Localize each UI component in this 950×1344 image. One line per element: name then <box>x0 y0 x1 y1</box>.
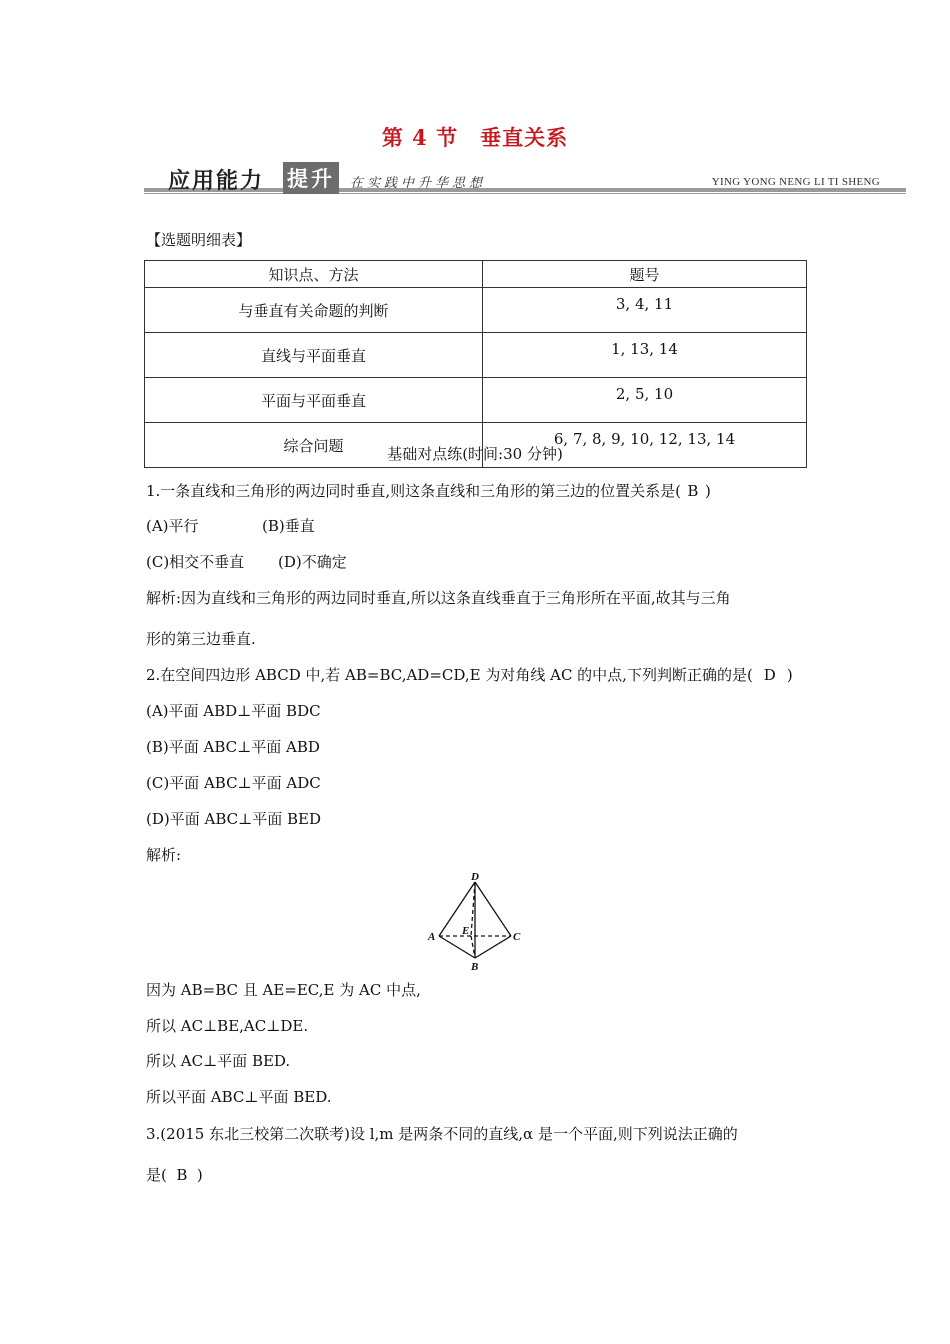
q1-option-b: (B)垂直 <box>262 517 315 535</box>
question-topic-table <box>144 260 807 468</box>
table-cell-nums: 3, 4, 11 <box>483 288 807 333</box>
table-cell-nums: 6, 7, 8, 9, 10, 12, 13, 14 <box>483 423 807 468</box>
label-c: C <box>513 931 521 943</box>
q2-step-2: 所以 AC⊥BE,AC⊥DE. <box>146 1017 309 1035</box>
table-cell-topic: 与垂直有关命题的判断 <box>145 288 483 333</box>
table-row <box>145 333 807 378</box>
table-header-nums: 题号 <box>483 261 807 288</box>
label-e: E <box>462 925 470 937</box>
q3-stem-2: 是( <box>146 1166 167 1184</box>
q2-option-b: (B)平面 ABC⊥平面 ABD <box>146 738 320 756</box>
edge-da <box>439 882 475 936</box>
table-header-row <box>145 261 807 288</box>
q1-option-c: (C)相交不垂直 <box>146 553 245 571</box>
label-b: B <box>471 961 479 973</box>
q1-answer: B <box>687 482 699 500</box>
table-row <box>145 378 807 423</box>
section-banner <box>144 160 906 196</box>
table-cell-nums: 2, 5, 10 <box>483 378 807 423</box>
q2-option-c: (C)平面 ABC⊥平面 ADC <box>146 774 321 792</box>
q2-stem: 2.在空间四边形 ABCD 中,若 AB=BC,AD=CD,E 为对角线 AC 的中点,下列判断正确的是( <box>146 666 753 684</box>
practice-subtitle: 基础对点练(时间:30 分钟) <box>387 445 563 463</box>
banner-pinyin: YING YONG NENG LI TI SHENG <box>711 176 880 188</box>
q2-step-1: 因为 AB=BC 且 AE=EC,E 为 AC 中点, <box>146 981 421 999</box>
q2-analysis-label: 解析: <box>146 846 182 864</box>
table-cell-topic: 综合问题 <box>145 423 483 468</box>
q2-step-3: 所以 AC⊥平面 BED. <box>146 1052 291 1070</box>
q2-step-4: 所以平面 ABC⊥平面 BED. <box>146 1088 332 1106</box>
q1-analysis-line-2: 形的第三边垂直. <box>146 630 256 648</box>
q3-close: ) <box>196 1166 203 1184</box>
label-d: D <box>471 871 479 883</box>
table-cell-topic: 平面与平面垂直 <box>145 378 483 423</box>
q3-stem: 3.(2015 东北三校第二次联考)设 l,m 是两条不同的直线,α 是一个平面,则下列说法正确的 <box>146 1125 738 1143</box>
table-row <box>145 288 807 333</box>
q3-stem-line-2 <box>146 1164 203 1185</box>
q1-close: ) <box>704 482 711 500</box>
q2-option-d: (D)平面 ABC⊥平面 BED <box>146 810 321 828</box>
section-label: 【选题明细表】 <box>146 231 252 249</box>
table-header-topic: 知识点、方法 <box>145 261 483 288</box>
q1-stem-line <box>146 480 711 501</box>
q2-option-a: (A)平面 ABD⊥平面 BDC <box>146 702 321 720</box>
banner-slogan: 在实践中升华思想 <box>350 176 487 191</box>
q1-stem: 1.一条直线和三角形的两边同时垂直,则这条直线和三角形的第三边的位置关系是( <box>146 482 681 500</box>
tetrahedron-figure <box>427 870 523 974</box>
q2-stem-line <box>146 664 793 685</box>
edge-dc <box>475 882 511 936</box>
edge-cb <box>475 936 511 958</box>
table-cell-topic: 直线与平面垂直 <box>145 333 483 378</box>
q3-answer: B <box>176 1166 188 1184</box>
table-cell-nums: 1, 13, 14 <box>483 333 807 378</box>
q1-options-cd <box>146 551 347 572</box>
q2-answer: D <box>763 666 776 684</box>
q1-option-d: (D)不确定 <box>278 553 347 571</box>
q1-option-a: (A)平行 <box>146 517 199 535</box>
page-title: 第 4 节 垂直关系 <box>381 125 569 150</box>
label-a: A <box>428 931 436 943</box>
q1-analysis-line-1: 解析:因为直线和三角形的两边同时垂直,所以这条直线垂直于三角形所在平面,故其与三角 <box>146 589 731 607</box>
q1-options-ab <box>146 515 315 536</box>
q2-close: ) <box>786 666 793 684</box>
banner-highlight: 提升 <box>283 162 339 194</box>
edge-ab <box>439 936 475 958</box>
banner-heading: 应用能力 <box>168 169 265 194</box>
